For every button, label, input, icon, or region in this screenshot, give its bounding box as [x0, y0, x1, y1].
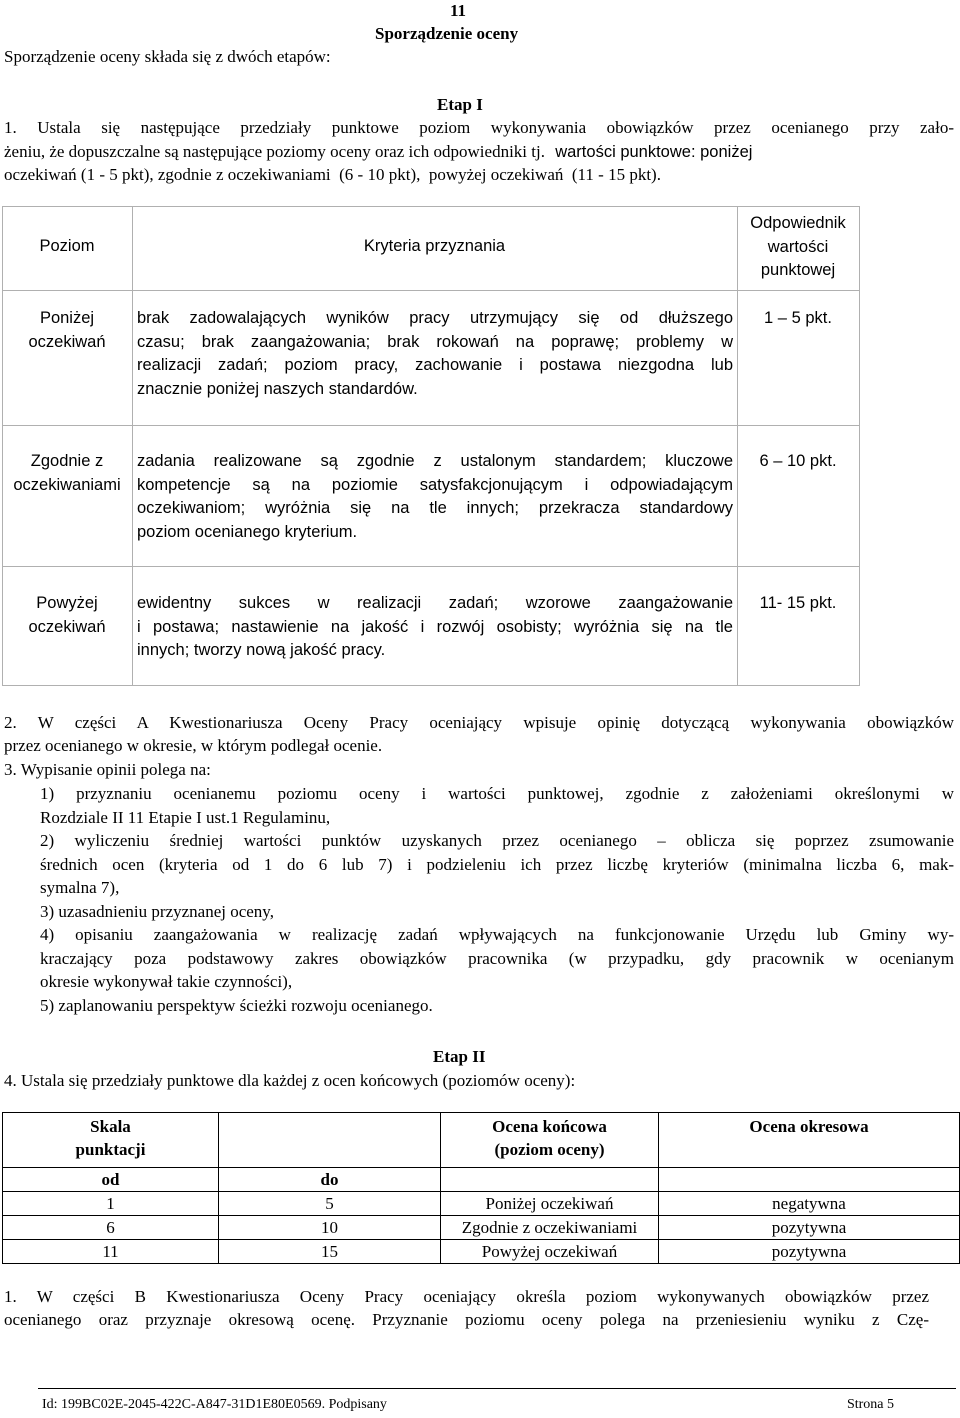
header-level: Poziom [39, 237, 95, 255]
header-scale-empty [219, 1113, 441, 1168]
row1-points: 1 – 5 pkt. [764, 309, 832, 327]
row3-points: 11- 15 pkt. [759, 594, 837, 612]
row-from: 1 [3, 1192, 219, 1216]
header-final-line1: Ocena końcowa [492, 1117, 607, 1136]
item2-line3: symalna 7), [40, 878, 120, 897]
row-to: 5 [219, 1192, 441, 1216]
header-periodic: Ocena okresowa [659, 1113, 960, 1168]
stage-2-intro: 4. Ustala się przedziały punktowe dla każdej z ocen końcowych (poziomów oceny): [4, 1071, 576, 1090]
item4-line1: 4) opisaniu zaangażowania w realizację zadań wpływających na funkcjonowanie Urzędu lub Gminy wy- [40, 925, 954, 944]
stage-2-title: Etap II [433, 1047, 486, 1066]
footer-id: Id: 199BC02E-2045-422C-A847-31D1E80E0569. Podpisany [42, 1397, 387, 1412]
item4-line3: okresie wykonywał takie czynności), [40, 972, 293, 991]
points-table-subheader-row [3, 1168, 960, 1192]
row-to: 10 [219, 1216, 441, 1240]
item3-line1: 3) uzasadnieniu przyznanej oceny, [40, 901, 274, 921]
section3-items [40, 782, 954, 1017]
header-scale-line1: Skala [90, 1117, 131, 1136]
para1-line-2 [4, 140, 954, 165]
row1-criteria-line4: znacznie poniżej naszych standardów. [137, 379, 418, 398]
row-periodic: pozytywna [659, 1216, 960, 1240]
subheader-empty-2 [659, 1168, 960, 1192]
section-b-line1: 1. W części B Kwestionariusza Oceny Pracy oceniający określa poziom wykonywanych obowiązków przez [4, 1287, 929, 1306]
section-b-line2: ocenianego oraz przyznaje okresową ocenę. Przyznanie poziomu oceny polega na przeniesieniu wyniku z Czę- [4, 1310, 929, 1329]
row1-criteria [137, 307, 733, 401]
row3-level-line2: oczekiwań [28, 617, 106, 636]
para1-line-2-sans: wartości punktowe: poniżej [555, 143, 753, 161]
table-row [3, 1240, 960, 1264]
para1-line-3: oczekiwań (1 - 5 pkt), zgodnie z oczekiwaniami (6 - 10 pkt), powyżej oczekiwań (11 - 15 pkt). [4, 165, 661, 184]
section2-line2: przez ocenianego w okresie, w którym podlegał ocenie. [4, 736, 383, 755]
row2-level-line1: Zgodnie z [30, 452, 104, 470]
row-level: Zgodnie z oczekiwaniami [441, 1216, 659, 1240]
points-table [2, 1112, 960, 1264]
row2-criteria [137, 450, 733, 544]
row-level: Powyżej oczekiwań [441, 1240, 659, 1264]
item5-line1: 5) zaplanowaniu perspektyw ścieżki rozwoju ocenianego. [40, 995, 433, 1015]
row3-criteria-line1: ewidentny sukces w realizacji zadań; wzorowe zaangażowanie [137, 594, 733, 612]
row3-level [2, 592, 132, 639]
row2-criteria-line4: poziom ocenianego kryterium. [137, 522, 358, 541]
chapter-number: 11 [450, 1, 467, 20]
criteria-table-row-sep-1 [2, 290, 860, 291]
points-table-header-row [3, 1113, 960, 1168]
table-row [3, 1216, 960, 1240]
criteria-table-border-right [859, 206, 860, 686]
row3-criteria-line2: i postawa; nastawienie na jakość i rozwój osobisty; wyróżnia się na tle [137, 617, 733, 636]
intro-text: Sporządzenie oceny składa się z dwóch etapów: [4, 47, 331, 66]
subheader-from: od [3, 1168, 219, 1192]
stage-1-title: Etap I [437, 95, 483, 114]
criteria-table-divider-1 [132, 206, 133, 686]
row-from: 11 [3, 1240, 219, 1264]
item4-line2: kraczający poza podstawowy zakres obowiązków pracownika (w przypadku, gdy pracownik w ocenianym [40, 948, 954, 968]
row1-level-line2: oczekiwań [28, 332, 106, 351]
subheader-to: do [219, 1168, 441, 1192]
item1-line2: Rozdziale II 11 Etapie I ust.1 Regulaminu, [40, 807, 331, 827]
row-to: 15 [219, 1240, 441, 1264]
criteria-table-border-bottom [2, 685, 860, 686]
header-final [441, 1113, 659, 1168]
row3-criteria [137, 592, 733, 663]
footer-page-number: Strona 5 [846, 1397, 894, 1412]
row-from: 6 [3, 1216, 219, 1240]
section2-line1: 2. W części A Kwestionariusza Oceny Pracy oceniający wpisuje opinię dotyczącą wykonywania obowiązków [4, 713, 954, 732]
para1-line-1: 1. Ustala się następujące przedziały punktowe poziom wykonywania obowiązków przez ocenianego przy zało- [4, 118, 954, 137]
row2-level-line2: oczekiwaniami [13, 475, 121, 494]
header-scale [3, 1113, 219, 1168]
row2-criteria-line1: zadania realizowane są zgodnie z ustalonym standardem; kluczowe [137, 452, 733, 470]
criteria-table-border-top [2, 206, 860, 207]
row2-criteria-line2: kompetencje są na poziomie satysfakcjonującym i odpowiadającym [137, 475, 733, 494]
row1-level [2, 307, 132, 354]
row3-level-line1: Powyżej [36, 594, 98, 612]
criteria-table-row-sep-2 [2, 425, 860, 426]
row1-criteria-line1: brak zadowalających wyników pracy utrzymujący się od dłuższego [137, 309, 733, 327]
header-points: Odpowiednik wartości punktowej [750, 214, 846, 279]
criteria-table-row-sep-3 [2, 566, 860, 567]
row-periodic: pozytywna [659, 1240, 960, 1264]
footer-divider [38, 1388, 956, 1389]
row2-level [2, 450, 132, 497]
item2-line1: 2) wyliczeniu średniej wartości punktów uzyskanych przez ocenianego – oblicza się poprzez zsumowanie [40, 831, 954, 850]
row1-level-line1: Poniżej [39, 309, 95, 327]
chapter-title: Sporządzenie oceny [375, 24, 519, 43]
row1-criteria-line3: realizacji zadań; poziom pracy, zachowanie i postawa niezgodna lub [137, 356, 733, 374]
header-final-line2: (poziom oceny) [494, 1140, 605, 1159]
item2-line2: średnich ocen (kryteria od 1 do 6 lub 7) i podzieleniu ich przez liczbę kryteriów (minimalna liczba 6, mak- [40, 854, 954, 874]
para1-line-2-text: żeniu, że dopuszczalne są następujące poziomy oceny oraz ich odpowiedniki tj. [4, 142, 545, 161]
subheader-empty-1 [441, 1168, 659, 1192]
header-scale-line2: punktacji [75, 1140, 146, 1159]
header-criteria: Kryteria przyznania [363, 237, 506, 255]
row-periodic: negatywna [659, 1192, 960, 1216]
section3-title: 3. Wypisanie opinii polega na: [4, 760, 211, 779]
row2-criteria-line3: oczekiwaniom; wyróżnia się na tle innych; przekracza standardowy [137, 499, 733, 517]
row1-criteria-line2: czasu; brak zaangażowania; brak rokowań na poprawę; problemy w [137, 332, 733, 351]
table-row [3, 1192, 960, 1216]
row2-points: 6 – 10 pkt. [759, 452, 837, 470]
page-footer [42, 1395, 894, 1415]
row3-criteria-line3: innych; tworzy nową jakość pracy. [137, 641, 386, 659]
row-level: Poniżej oczekiwań [441, 1192, 659, 1216]
item1-line1: 1) przyznaniu ocenianemu poziomu oceny i wartości punktowej, zgodnie z założeniami określonymi w [40, 784, 954, 803]
